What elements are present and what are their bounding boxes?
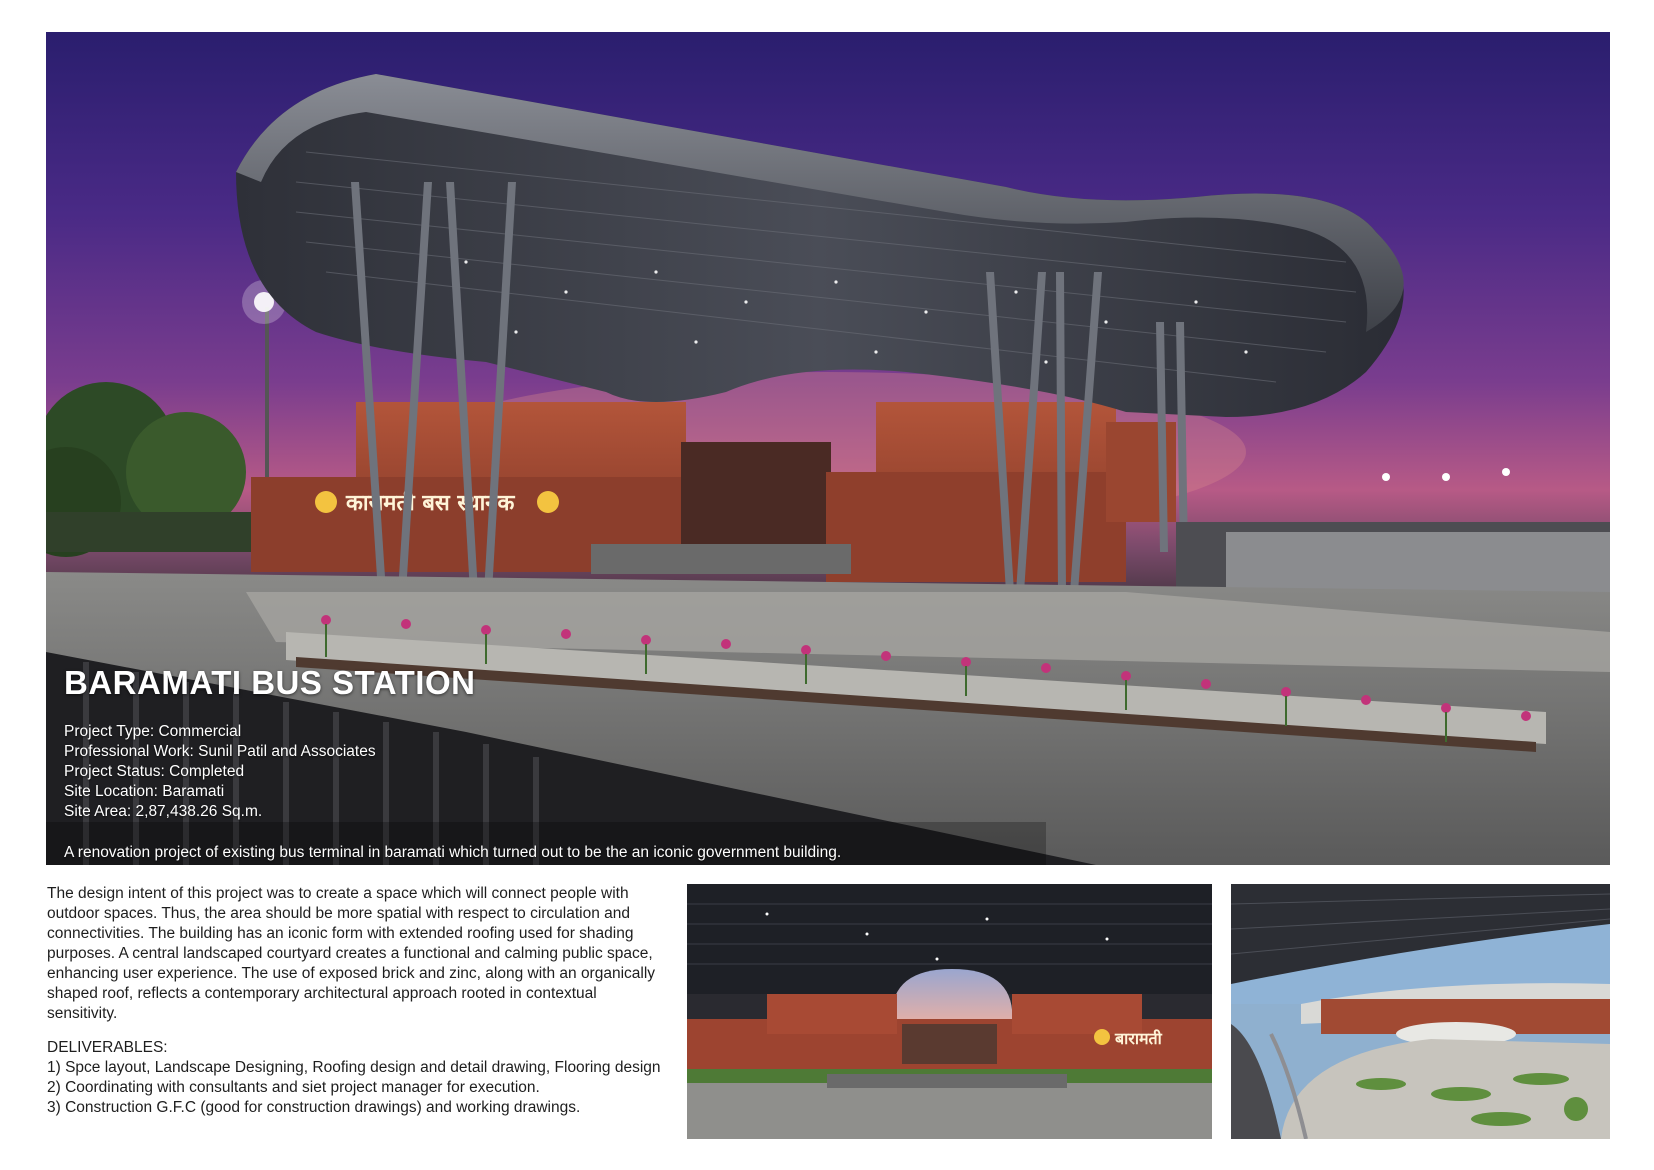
- project-status: Project Status: Completed: [64, 763, 245, 780]
- front-signage: बारामती: [1115, 1029, 1162, 1048]
- courtyard-illustration: [1231, 884, 1610, 1139]
- project-meta: [64, 722, 376, 822]
- tree-left: [46, 382, 276, 557]
- hero-caption: A renovation project of existing bus terminal in baramati which turned out to be the an iconic government building.: [64, 844, 842, 861]
- photo-courtyard: [1231, 884, 1610, 1139]
- building-signage: कारामती बस स्थानक: [346, 491, 515, 516]
- professional-work: Professional Work: Sunil Patil and Associates: [64, 743, 376, 760]
- deliverable-item: 1) Spce layout, Landscape Designing, Roofing design and detail drawing, Flooring design: [47, 1059, 661, 1076]
- hero-photo: [46, 32, 1610, 865]
- front-view-illustration: [687, 884, 1212, 1139]
- project-type: Project Type: Commercial: [64, 723, 242, 740]
- deliverables: [47, 1038, 667, 1118]
- deliverable-item: 2) Coordinating with consultants and siet project manager for execution.: [47, 1079, 540, 1096]
- roof-underside: [236, 74, 1404, 417]
- emblem-left: [315, 491, 337, 513]
- site-area: Site Area: 2,87,438.26 Sq.m.: [64, 803, 263, 820]
- project-title: BARAMATI BUS STATION: [64, 664, 476, 701]
- photo-front-view: [687, 884, 1212, 1139]
- deliverable-item: 3) Construction G.F.C (good for construction drawings) and working drawings.: [47, 1099, 581, 1116]
- project-description: The design intent of this project was to create a space which will connect people with outdoor spaces. Thus, the area should be more spatial with respect to circulation and connectivities. The building has an iconic form with extended roofing used for shading purposes. A central landscaped courtyard creates a functional and calming public space, enhancing user experience. The use of exposed brick and zinc, along with an organically shaped roof, reflects a contemporary architectural approach rooted in contextual sensitivity.: [47, 885, 656, 1022]
- deliverables-heading: DELIVERABLES:: [47, 1039, 168, 1056]
- site-location: Site Location: Baramati: [64, 783, 225, 800]
- emblem-right: [537, 491, 559, 513]
